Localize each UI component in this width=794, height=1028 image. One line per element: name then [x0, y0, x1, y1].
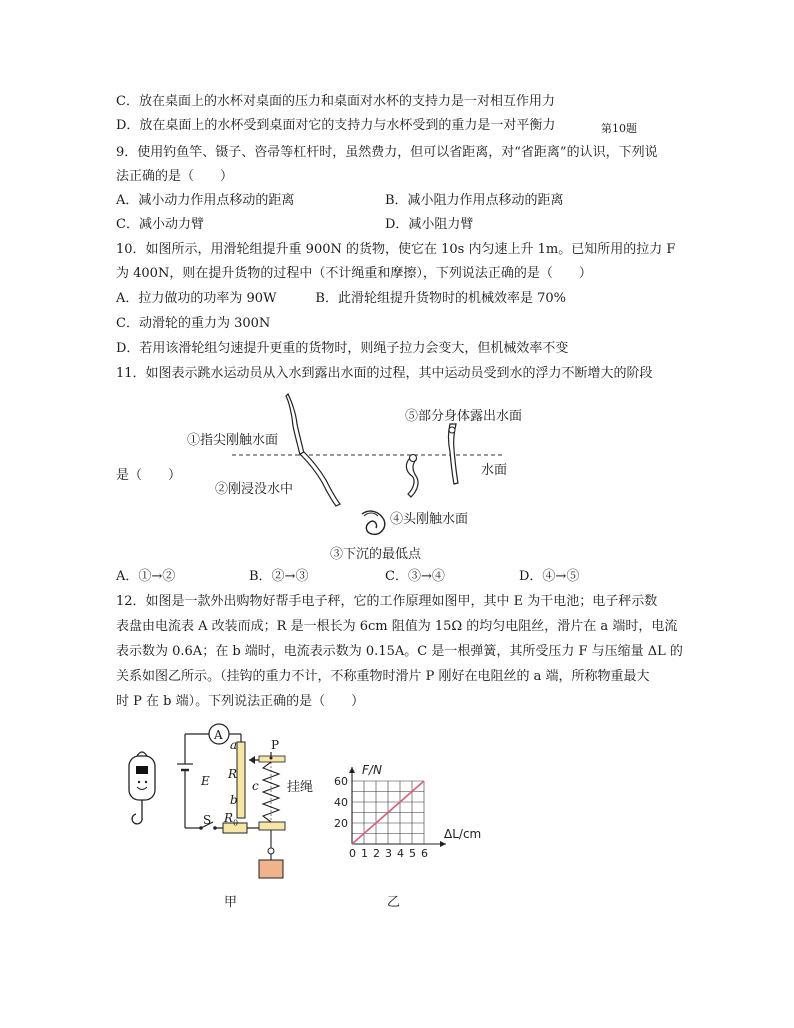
x-tick-label: 4	[397, 847, 404, 860]
q12-stem-line5: 时 P 在 b 端）。下列说法正确的是（ ）	[116, 694, 365, 709]
q10-stem-line2: 为 400N，则在提升货物的过程中（不计绳重和摩擦），下列说法正确的是（ ）	[116, 266, 592, 281]
y-axis-arrow	[349, 767, 355, 773]
y-axis-label: F/N	[362, 763, 382, 777]
q11-option-c: C．③→④	[385, 569, 445, 584]
q11-stem-line2: 是（ ）	[116, 468, 182, 483]
option-d-previous: D．放在桌面上的水杯受到桌面对它的支持力与水杯受到的重力是一对平衡力	[116, 118, 556, 133]
diver-1-shape	[286, 394, 304, 455]
question-10-figure-tag: 第10题	[601, 122, 637, 135]
q9-stem-line2: 法正确的是（ ）	[116, 169, 234, 184]
q12-stem-line4: 关系如图乙所示。（挂钩的重力不计，不称重物时滑片 P 刚好在电阻丝的 a 端，所称物重最大	[116, 669, 650, 684]
chart-axes	[349, 767, 446, 847]
figure-jia-caption: 甲	[224, 895, 238, 910]
diving-label-5: ⑤部分身体露出水面	[405, 409, 523, 424]
q9-stem-line1: 9．使用钓鱼竿、镊子、咨帚等杠杆时，虽然费力，但可以省距离，对“省距离”的认识，下列说	[116, 145, 658, 160]
ammeter-label: A	[214, 728, 223, 742]
q12-stem-line3: 表示数为 0.6A；在 b 端时，电流表示数为 0.15A。C 是一根弹簧，其所受压力 F 与压缩量 ΔL 的	[116, 644, 683, 659]
q11-option-b: B．②→③	[249, 569, 309, 584]
diving-label-1: ①指尖刚触水面	[187, 433, 279, 448]
hanging-rope-label: 挂绳	[287, 780, 314, 795]
q10-options-ab: A．拉力做功的功率为 90W B．此滑轮组提升货物时的机械效率是 70%	[116, 291, 567, 306]
x-axis-label: ΔL/cm	[444, 827, 482, 841]
q9-option-d: D．减小阻力臂	[385, 217, 474, 232]
q9-option-c: C．减小动力臂	[116, 217, 204, 232]
terminal-b-label: b	[230, 793, 238, 807]
diver-4-shape	[406, 458, 418, 497]
q11-stem-line1: 11．如图表示跳水运动员从入水到露出水面的过程，其中运动员受到水的浮力不断增大的阶段	[116, 366, 653, 381]
diving-label-3: ③下沉的最低点	[330, 547, 422, 562]
resistor-r-label: R	[228, 767, 238, 781]
r0-label	[224, 810, 238, 831]
force-compression-chart	[320, 758, 500, 870]
circuit-figure	[115, 722, 330, 887]
diver-2-shape	[300, 452, 340, 506]
y-tick-label: 60	[334, 775, 348, 788]
diving-label-2: ②刚浸没水中	[215, 482, 294, 497]
x-tick-label: 0	[349, 847, 356, 860]
water-surface-label: 水面	[481, 463, 508, 478]
q10-stem-line1: 10．如图所示，用滑轮组提升重 900N 的货物，使它在 10s 内匀速上升 1m。已知所用的拉力 F	[116, 242, 676, 257]
x-tick-label: 6	[421, 847, 428, 860]
figure-yi-caption: 乙	[387, 895, 401, 910]
q12-stem-line1: 12．如图是一款外出购物好帮手电子秤，它的工作原理如图甲，其中 E 为干电池；电子秤示数	[116, 594, 658, 609]
chart-ticks	[334, 775, 428, 860]
electronic-scale-icon	[129, 752, 155, 824]
q12-stem-line2: 表盘由电流表 A 改装而成；R 是一根长为 6cm 阻值为 15Ω 的均匀电阻丝，滑片在 a 端时，电流	[116, 619, 678, 634]
option-c-previous: C．放在桌面上的水杯对桌面的压力和桌面对水杯的支持力是一对相互作用力	[116, 94, 555, 109]
r0-label-main: R	[224, 811, 234, 825]
spring-c-label: c	[252, 779, 259, 793]
x-tick-label: 2	[373, 847, 380, 860]
resistance-wire	[237, 742, 245, 818]
q9-option-a: A．减小动力作用点移动的距离	[116, 193, 295, 208]
x-tick-label: 5	[409, 847, 416, 860]
q9-option-b: B．减小阻力作用点移动的距离	[385, 193, 564, 208]
terminal-a-label: a	[230, 738, 238, 752]
y-tick-label: 40	[334, 796, 348, 809]
r0-label-subscript: 0	[233, 818, 239, 828]
q10-option-d: D．若用该滑轮组匀速提升更重的货物时，则绳子拉力会变大，但机械效率不变	[116, 341, 569, 356]
diving-label-4: ④头刚触水面	[390, 512, 469, 527]
x-tick-label: 3	[385, 847, 392, 860]
switch-s-label: S	[203, 813, 212, 827]
slider-p-label: P	[271, 738, 280, 752]
hanging-weight	[259, 860, 283, 878]
x-axis-arrow	[440, 841, 446, 847]
q10-option-c: C．动滑轮的重力为 300N	[116, 316, 271, 331]
q11-option-d: D．④→⑤	[519, 569, 580, 584]
x-tick-label: 1	[361, 847, 368, 860]
q11-option-a: A．①→②	[116, 569, 176, 584]
battery-e-label: E	[201, 774, 210, 788]
y-tick-label: 20	[334, 817, 348, 830]
